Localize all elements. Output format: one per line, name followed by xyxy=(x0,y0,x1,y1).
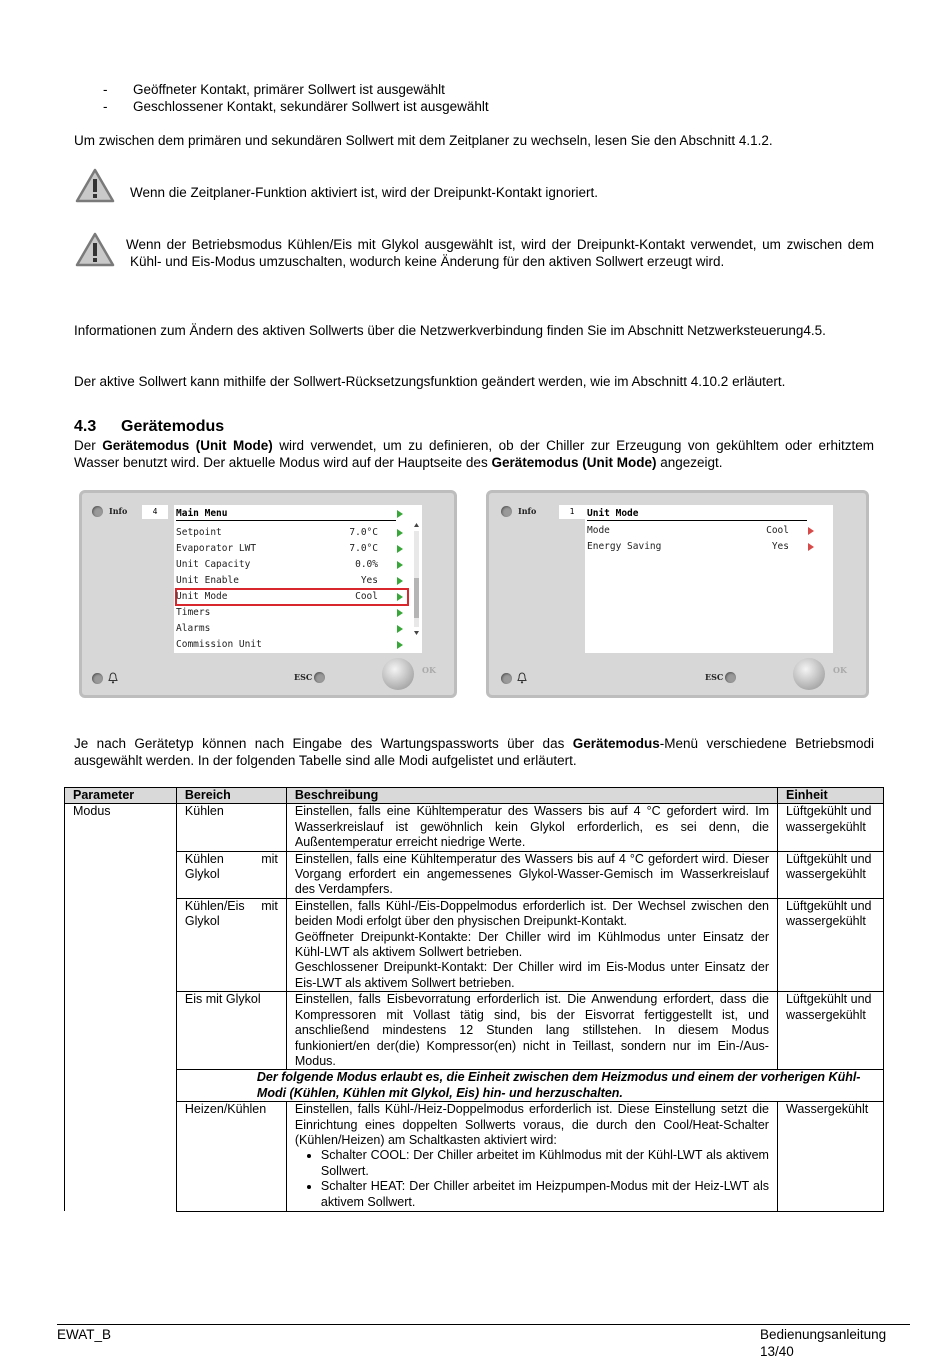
desc-line: Einstellen, falls Kühl-/Heiz-Doppelmodus erforderlich ist. Diese Einstellung setzt die Einrichtung eines doppelten Sollwerts voraus, die durch den Cool/Heat-Schalter (Kühlen/Heizen) am Schaltkasten aktiviert wird: xyxy=(294,1102,769,1147)
cell-range: Heizen/Kühlen xyxy=(176,1102,286,1212)
desc-line: Geschlossener Dreipunkt-Kontakt: Der Chiller wird im Eis-Modus unter Einsatz der Eis-LWT als aktivem Sollwert betrieben. xyxy=(294,960,769,990)
page-number: 4 xyxy=(142,505,168,519)
desc-line: Einstellen, falls Kühl-/Eis-Doppelmodus erforderlich ist. Der Wechsel zwischen den beiden Modi erfolgt über den physischen Dreipunkt-Kontakt. xyxy=(294,898,769,929)
cell-unit: Wassergekühlt xyxy=(777,1102,883,1212)
cell-description xyxy=(286,1102,777,1212)
cell-range: Kühlen xyxy=(176,804,286,851)
table-row xyxy=(65,1102,884,1212)
arrow-right-icon xyxy=(397,577,403,585)
cell-unit: Lüftgekühlt und wassergekühlt xyxy=(777,851,883,898)
info-label: Info xyxy=(109,506,128,516)
cell-range: Kühlen/Eis mit Glykol xyxy=(176,898,286,991)
alarm-led xyxy=(501,673,512,684)
cell-description xyxy=(286,898,777,991)
header-parameter: Parameter xyxy=(65,788,177,804)
footer-manual-title: Bedienungsanleitung xyxy=(760,1327,887,1342)
paragraph-scheduler: Um zwischen dem primären und sekundären Sollwert mit dem Zeitplaner zu wechseln, lesen Sie den Abschnitt 4.1.2. xyxy=(74,133,773,148)
menu-row-unit-capacity[interactable]: Unit Capacity 0.0% xyxy=(176,557,408,573)
menu-row-alarms[interactable]: Alarms xyxy=(176,621,408,637)
paragraph-intro: Der Gerätemodus (Unit Mode) wird verwendet, um zu definieren, ob der Chiller zur Erzeugung von gekühltem oder erhitztem Wasser benutzt wird. Der aktuelle Modus wird auf der Hauptseite des Gerätemodus (Unit Mode) angezeigt. xyxy=(74,438,874,470)
desc-line: Geöffneter Dreipunkt-Kontakte: Der Chiller wird im Kühlmodus unter Einsatz der Kühl-LWT als aktivem Sollwert betrieben. xyxy=(294,929,769,960)
header-description: Beschreibung xyxy=(286,788,777,804)
table-row xyxy=(65,992,884,1070)
table-row xyxy=(65,804,884,851)
menu-row-unit-mode-highlighted[interactable]: Unit Mode Cool xyxy=(176,589,408,605)
screen-title: Unit Mode xyxy=(587,507,807,521)
hmi-panel-main-menu xyxy=(79,490,457,698)
warning-scheduler-text: Wenn die Zeitplaner-Funktion aktiviert ist, wird der Dreipunkt-Kontakt ignoriert. xyxy=(130,185,598,200)
row-mode[interactable]: Mode Cool xyxy=(587,523,819,539)
modes-table xyxy=(64,787,884,1212)
arrow-right-icon xyxy=(397,609,403,617)
bullet-closed-contact: - Geschlossener Kontakt, sekundärer Sollwert ist ausgewählt xyxy=(103,99,489,114)
hmi-screen xyxy=(174,505,422,653)
arrow-right-icon xyxy=(397,510,403,518)
hmi-screen xyxy=(585,505,833,653)
bell-icon xyxy=(108,672,118,684)
hmi-panel-unit-mode xyxy=(486,490,869,698)
warning-cool-ice-text: Wenn der Betriebsmodus Kühlen/Eis mit Glykol ausgewählt ist, wird der Dreipunkt-Kontakt verwendet, um zwischen dem Kühl- und Eis-Modus umzuschalten, wodurch keine Änderung für den aktiven Sollwert erzeugt wird. xyxy=(126,237,874,269)
bell-icon xyxy=(517,672,527,684)
ok-knob[interactable] xyxy=(793,658,825,690)
row-energy-saving[interactable]: Energy Saving Yes xyxy=(587,539,819,555)
warning-icon xyxy=(75,232,115,268)
cell-unit: Lüftgekühlt und wassergekühlt xyxy=(777,898,883,991)
header-range: Bereich xyxy=(176,788,286,804)
screen-title: Main Menu xyxy=(176,507,396,521)
menu-row-unit-enable[interactable]: Unit Enable Yes xyxy=(176,573,408,589)
arrow-right-icon xyxy=(397,545,403,553)
table-row xyxy=(65,851,884,898)
esc-label: ESC xyxy=(705,672,724,682)
scrollbar[interactable] xyxy=(413,523,420,635)
arrow-right-icon xyxy=(397,561,403,569)
arrow-right-icon xyxy=(397,593,403,601)
page-number: 1 xyxy=(559,505,585,519)
switch-list xyxy=(295,1148,769,1210)
alarm-led xyxy=(92,673,103,684)
esc-button[interactable] xyxy=(725,672,736,683)
cell-parameter: Modus xyxy=(65,804,177,1212)
arrow-right-icon xyxy=(808,543,814,551)
table-header-row xyxy=(65,788,884,804)
cell-range: Kühlen mit Glykol xyxy=(176,851,286,898)
arrow-right-icon xyxy=(397,529,403,537)
paragraph-network: Informationen zum Ändern des aktiven Sollwerts über die Netzwerkverbindung finden Sie im Abschnitt Netzwerksteuerung4.5. xyxy=(74,323,826,338)
menu-row-timers[interactable]: Timers xyxy=(176,605,408,621)
footer-page-number: 13/40 xyxy=(760,1344,794,1359)
arrow-right-icon xyxy=(397,625,403,633)
menu-row-evaporator-lwt[interactable]: Evaporator LWT 7.0°C xyxy=(176,541,408,557)
table-note: Der folgende Modus erlaubt es, die Einheit zwischen dem Heizmodus und einem der vorherigen Kühl-Modi (Kühlen, Kühlen mit Glykol, Eis) hin- und herzuschalten. xyxy=(176,1070,883,1102)
paragraph-reset: Der aktive Sollwert kann mithilfe der Sollwert-Rücksetzungsfunktion geändert werden, wie im Abschnitt 4.10.2 erläutert. xyxy=(74,374,786,389)
table-note-row xyxy=(65,1070,884,1102)
ok-label: OK xyxy=(833,665,847,675)
cell-range: Eis mit Glykol xyxy=(176,992,286,1070)
table-row xyxy=(65,898,884,991)
cell-description: Einstellen, falls eine Kühltemperatur des Wassers bis auf 4 °C gefordert wird. Dieser Vorgang erfordert ein angemessenes Glykol-Wasser-Gemisch im Wasserkreislauf des Verdampfers. xyxy=(286,851,777,898)
arrow-right-icon xyxy=(397,641,403,649)
footer-rule xyxy=(57,1324,910,1325)
arrow-right-icon xyxy=(808,527,814,535)
footer-doc-code: EWAT_B xyxy=(57,1327,112,1342)
menu-row-commission-unit[interactable]: Commission Unit xyxy=(176,637,408,653)
menu-row-setpoint[interactable]: Setpoint 7.0°C xyxy=(176,525,408,541)
list-item: • Schalter COOL: Der Chiller arbeitet im Kühlmodus mit der Kühl-LWT als aktivem Sollwert. xyxy=(321,1148,769,1179)
bullet-open-contact: - Geöffneter Kontakt, primärer Sollwert ist ausgewählt xyxy=(103,82,445,97)
cell-unit: Lüftgekühlt und wassergekühlt xyxy=(777,804,883,851)
list-item: • Schalter HEAT: Der Chiller arbeitet im Heizpumpen-Modus mit der Heiz-LWT als aktivem Sollwert. xyxy=(321,1179,769,1210)
info-label: Info xyxy=(518,506,537,516)
paragraph-modes: Je nach Gerätetyp können nach Eingabe des Wartungspassworts über das Gerätemodus-Menü verschiedene Betriebsmodi ausgewählt werden. In der folgenden Tabelle sind alle Modi aufgelistet und erläutert. xyxy=(74,736,874,768)
section-heading: 4.3 Gerätemodus xyxy=(74,418,225,435)
warning-icon xyxy=(75,168,115,204)
ok-label: OK xyxy=(422,665,436,675)
ok-knob[interactable] xyxy=(382,658,414,690)
esc-label: ESC xyxy=(294,672,313,682)
esc-button[interactable] xyxy=(314,672,325,683)
header-unit: Einheit xyxy=(777,788,883,804)
info-led xyxy=(92,506,103,517)
cell-description: Einstellen, falls Eisbevorratung erforderlich ist. Die Anwendung erfordert, dass die Kompressoren mit Vollast tätig sind, bis der Eisvorrat fertiggestellt ist, und anschließend mindestens 12 Stunden lang stillstehen. In diesem Modus funkioniert/en der(die) Kompressor(en) nicht in Teillast, sondern nur im Ein-/Aus-Modus. xyxy=(286,992,777,1070)
cell-description: Einstellen, falls eine Kühltemperatur des Wassers bis auf 4 °C gefordert wird. Im Wasserkreislauf ist gewöhnlich kein Glykol erforderlich, es sei denn, die Außentemperatur erreicht niedrige Werte. xyxy=(286,804,777,851)
info-led xyxy=(501,506,512,517)
cell-unit: Lüftgekühlt und wassergekühlt xyxy=(777,992,883,1070)
